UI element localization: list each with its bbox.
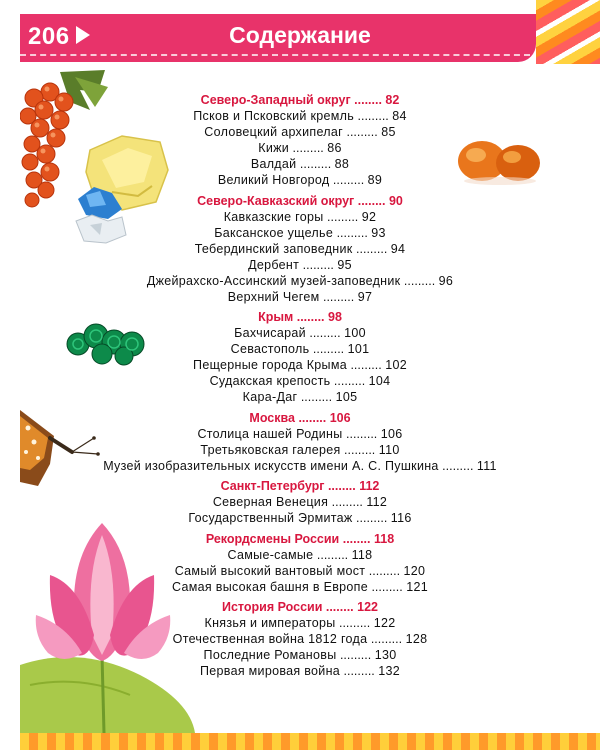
- toc-section: [0, 478, 600, 526]
- toc-entry[interactable]: Государственный Эрмитаж ......... 116: [188, 511, 412, 525]
- toc-entry[interactable]: Кавказские горы ......... 92: [223, 209, 377, 224]
- header-dash-line: [20, 54, 530, 56]
- toc-section: [0, 531, 600, 595]
- toc-entry[interactable]: Последние Романовы ......... 130: [203, 648, 397, 662]
- toc-entry[interactable]: Бахчисарай ......... 100: [234, 326, 366, 340]
- toc-section: [0, 599, 600, 679]
- section-heading[interactable]: Москва ........ 106: [249, 410, 351, 425]
- toc-entry[interactable]: Пещерные города Крыма ......... 102: [193, 358, 407, 372]
- toc-entry[interactable]: Тебердинский заповедник ......... 94: [194, 241, 406, 256]
- toc-entry[interactable]: Валдай ......... 88: [250, 157, 350, 171]
- section-heading[interactable]: Рекордсмены России ........ 118: [205, 531, 395, 546]
- toc-entry[interactable]: Баксанское ущелье ......... 93: [214, 225, 386, 240]
- toc-entry[interactable]: Кара-Даг ......... 105: [242, 390, 358, 404]
- toc-entry[interactable]: Отечественная война 1812 года ......... 128: [172, 632, 428, 646]
- toc-entry[interactable]: Соловецкий архипелаг ......... 85: [204, 125, 396, 139]
- toc-section: [0, 410, 600, 474]
- section-heading[interactable]: Санкт-Петербург ........ 112: [220, 479, 380, 493]
- toc-entry[interactable]: Первая мировая война ......... 132: [199, 664, 400, 678]
- section-heading[interactable]: Северо-Западный округ ........ 82: [200, 93, 400, 107]
- toc-entry[interactable]: Северная Венеция ......... 112: [212, 495, 388, 509]
- section-heading[interactable]: Северо-Кавказский округ ........ 90: [197, 193, 403, 208]
- section-heading[interactable]: История России ........ 122: [222, 600, 378, 614]
- toc-section: [0, 193, 600, 305]
- toc-entry[interactable]: Кижи ......... 86: [258, 141, 342, 155]
- toc-entry[interactable]: Третьяковская галерея ......... 110: [200, 442, 400, 457]
- table-of-contents: [0, 92, 600, 679]
- toc-entry[interactable]: Джейрахско-Ассинский музей-заповедник ......... 96: [146, 273, 454, 288]
- toc-section: [0, 92, 600, 188]
- toc-entry[interactable]: Музей изобразительных искусств имени А. С. Пушкина ......... 111: [103, 458, 497, 473]
- toc-entry[interactable]: Псков и Псковский кремль ......... 84: [193, 109, 407, 123]
- toc-entry[interactable]: Столица нашей Родины ......... 106: [197, 426, 403, 441]
- section-heading[interactable]: Крым ........ 98: [258, 310, 342, 324]
- toc-entry[interactable]: Судакская крепость ......... 104: [209, 374, 391, 388]
- toc-entry[interactable]: Князья и императоры ......... 122: [204, 616, 396, 630]
- toc-section: [0, 309, 600, 405]
- page-title: Содержание: [229, 22, 371, 48]
- page-number: 206: [28, 23, 70, 50]
- corner-stripes: [536, 0, 600, 64]
- toc-entry[interactable]: Верхний Чегем ......... 97: [227, 289, 373, 304]
- toc-entry[interactable]: Севастополь ......... 101: [230, 342, 370, 356]
- toc-entry[interactable]: Самые-самые ......... 118: [227, 547, 373, 562]
- toc-entry[interactable]: Самый высокий вантовый мост ......... 120: [174, 563, 426, 578]
- toc-entry[interactable]: Дербент ......... 95: [248, 257, 352, 272]
- toc-entry[interactable]: Великий Новгород ......... 89: [217, 173, 383, 187]
- footer-stripes: [20, 733, 600, 750]
- toc-entry[interactable]: Самая высокая башня в Европе ......... 121: [172, 579, 428, 594]
